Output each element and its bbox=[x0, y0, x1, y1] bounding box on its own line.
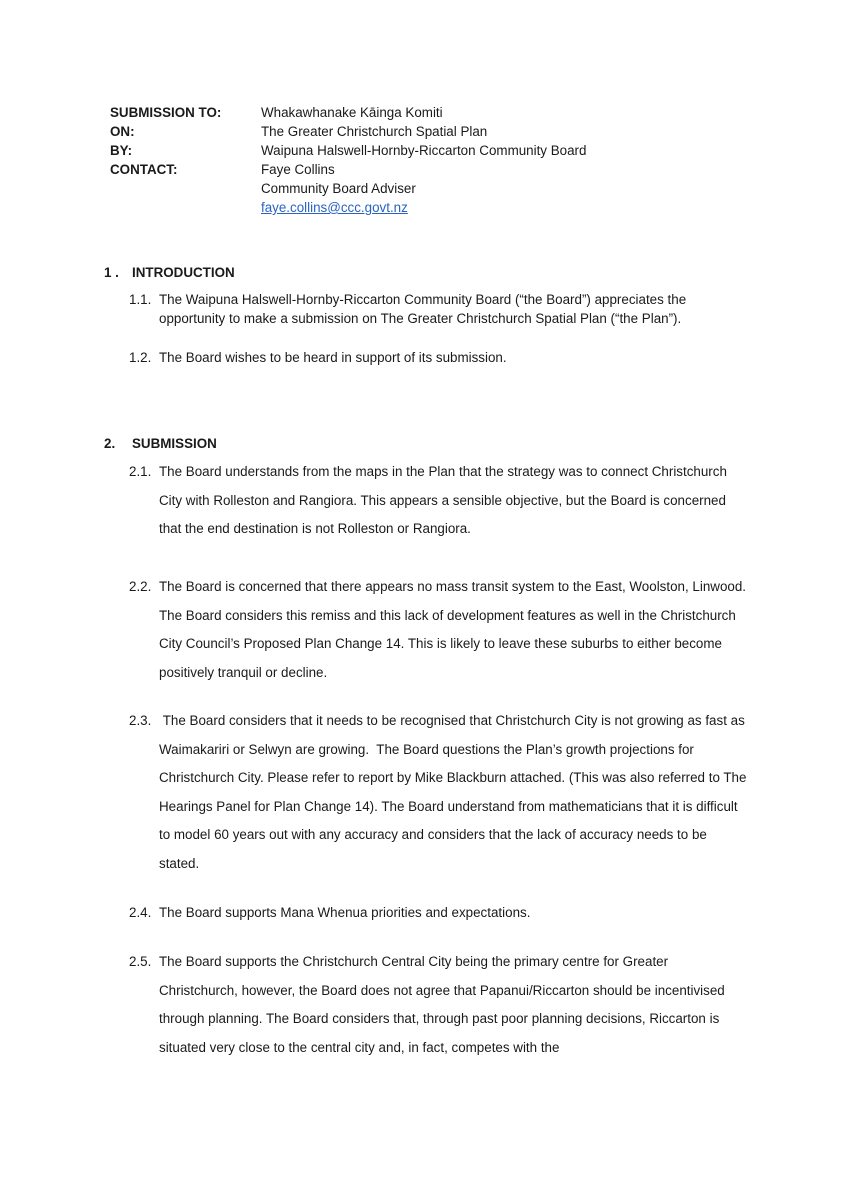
paragraph-2-4 bbox=[129, 899, 749, 928]
section-introduction-heading bbox=[104, 263, 235, 282]
contact-label: CONTACT: bbox=[110, 162, 178, 177]
section-title: INTRODUCTION bbox=[132, 265, 235, 280]
paragraph-text: The Board considers that it needs to be recognised that Christchurch City is not growing as fast as Waimakariri or Selwyn are growing. The Board questions the Plan’s growth projections for Christchurch City. Please refer to report by Mike Blackburn attached. (This was also referred to The Hearings Panel for Plan Change 14). The Board understand from mathematicians that it is difficult to model 60 years out with any accuracy and considers that the lack of accuracy needs to be stated. bbox=[159, 713, 751, 871]
paragraph-text: The Waipuna Halswell-Hornby-Riccarton Community Board (“the Board”) appreciates the opportunity to make a submission on The Greater Christchurch Spatial Plan (“the Plan”). bbox=[159, 292, 687, 326]
header-submission-to bbox=[110, 103, 443, 122]
by-label: BY: bbox=[110, 143, 133, 158]
paragraph-number: 2.5. bbox=[129, 954, 152, 969]
paragraph-2-1 bbox=[129, 458, 749, 544]
section-number: 2. bbox=[104, 436, 116, 451]
contact-email-link[interactable]: faye.collins@ccc.govt.nz bbox=[261, 200, 408, 215]
header-on bbox=[110, 122, 487, 141]
section-number: 1 . bbox=[104, 265, 119, 280]
header-contact bbox=[110, 160, 416, 217]
paragraph-number: 2.3. bbox=[129, 713, 152, 728]
paragraph-number: 2.2. bbox=[129, 579, 152, 594]
section-submission-heading bbox=[104, 434, 217, 453]
paragraph-text: The Board is concerned that there appears no mass transit system to the East, Woolston, Linwood. The Board considers this remiss and this lack of development features as well in the Christchurch City Council’s Proposed Plan Change 14. This is likely to leave these suburbs to either become positively tranquil or decline. bbox=[159, 579, 747, 680]
paragraph-text: The Board supports the Christchurch Central City being the primary centre for Greater Christchurch, however, the Board does not agree that Papanui/Riccarton should be incentivised through planning. The Board considers that, through past poor planning decisions, Riccarton is situated very close to the central city and, in fact, competes with the bbox=[159, 954, 725, 1055]
section-title: SUBMISSION bbox=[132, 436, 217, 451]
paragraph-number: 2.1. bbox=[129, 464, 152, 479]
by-value: Waipuna Halswell-Hornby-Riccarton Community Board bbox=[261, 143, 587, 158]
contact-role: Community Board Adviser bbox=[261, 181, 416, 196]
submission-to-label: SUBMISSION TO: bbox=[110, 105, 222, 120]
paragraph-1-2 bbox=[129, 349, 749, 368]
paragraph-text: The Board wishes to be heard in support of its submission. bbox=[159, 350, 507, 365]
paragraph-text: The Board understands from the maps in the Plan that the strategy was to connect Christchurch City with Rolleston and Rangiora. This appears a sensible objective, but the Board is concerned that the end destination is not Rolleston or Rangiora. bbox=[159, 464, 727, 537]
paragraph-number: 1.1. bbox=[129, 292, 152, 307]
paragraph-1-1 bbox=[129, 291, 749, 328]
paragraph-number: 2.4. bbox=[129, 905, 152, 920]
header-by bbox=[110, 141, 586, 160]
on-value: The Greater Christchurch Spatial Plan bbox=[261, 124, 488, 139]
paragraph-2-3 bbox=[129, 707, 749, 879]
on-label: ON: bbox=[110, 124, 135, 139]
submission-to-value: Whakawhanake Kāinga Komiti bbox=[261, 105, 443, 120]
contact-name: Faye Collins bbox=[261, 162, 335, 177]
paragraph-2-5 bbox=[129, 948, 749, 1062]
paragraph-2-2 bbox=[129, 573, 749, 687]
paragraph-number: 1.2. bbox=[129, 350, 152, 365]
paragraph-text: The Board supports Mana Whenua priorities and expectations. bbox=[159, 905, 531, 920]
